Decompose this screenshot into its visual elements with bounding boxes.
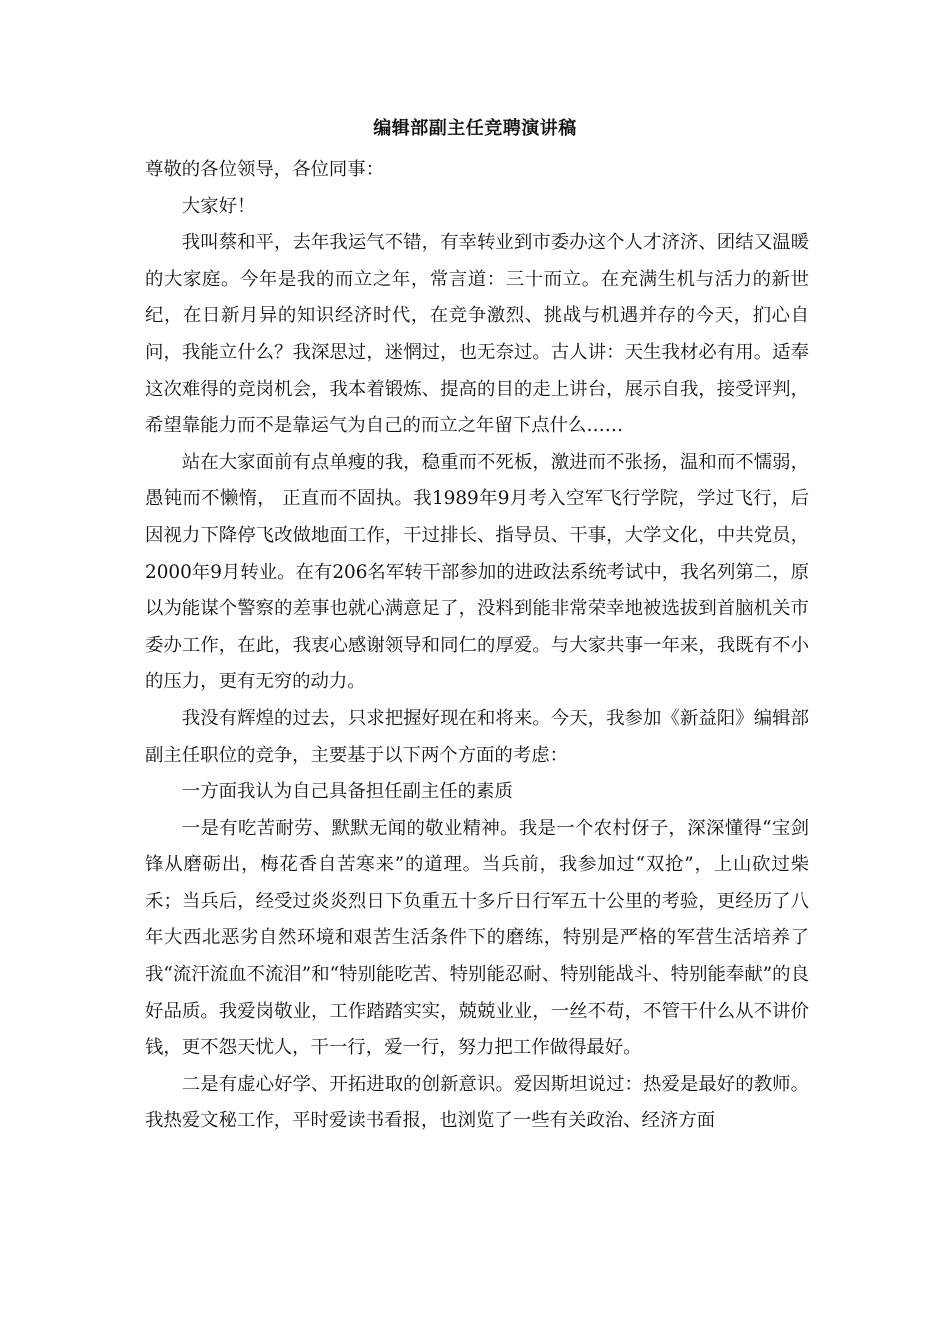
document-title: 编辑部副主任竞聘演讲稿 <box>373 118 577 139</box>
document-body <box>145 152 809 1140</box>
paragraph-section-heading: 一方面我认为自己具备担任副主任的素质 <box>181 781 513 803</box>
paragraph-point-two: 二是有虚心好学、开拓进取的创新意识。爱因斯坦说过：热爱是最好的教师。我热爱文秘工作，平时爱读书看报，也浏览了一些有关政治、经济方面 <box>145 1073 809 1132</box>
salutation: 尊敬的各位领导，各位同事： <box>145 159 385 180</box>
paragraph-introduction: 我叫蔡和平，去年我运气不错，有幸转业到市委办这个人才济济、团结又温暖的大家庭。今年是我的而立之年，常言道：三十而立。在充满生机与活力的新世纪，在日新月异的知识经济时代，在竞争激烈、挑战与机遇并存的今天，扪心自问，我能立什么？我深思过，迷惘过，也无奈过。古人讲：天生我材必有用。适奉这次难得的竞岗机会，我本着锻炼、提高的目的走上讲台，展示自我，接受评判，希望靠能力而不是靠运气为自己的而立之年留下点什么…… <box>145 232 809 437</box>
paragraph-greeting: 大家好！ <box>181 195 256 217</box>
paragraph-motivation: 我没有辉煌的过去，只求把握好现在和将来。今天，我参加《新益阳》编辑部副主任职位的竞争，主要基于以下两个方面的考虑： <box>145 707 809 766</box>
paragraph-point-one: 一是有吃苦耐劳、默默无闻的敬业精神。我是一个农村伢子，深深懂得“宝剑锋从磨砺出，梅花香自苦寒来”的道理。当兵前，我参加过“双抢”，上山砍过柴禾；当兵后，经受过炎炎烈日下负重五十多斤日行军五十公里的考验，更经历了八年大西北恶劣自然环境和艰苦生活条件下的磨练，特别是严格的军营生活培养了我“流汗流血不流泪”和“特别能吃苦、特别能忍耐、特别能战斗、特别能奉献”的良好品质。我爱岗敬业，工作踏踏实实，兢兢业业，一丝不苟，不管干什么从不讲价钱，更不怨天忧人，干一行，爱一行，努力把工作做得最好。 <box>145 817 809 1059</box>
paragraph-background: 站在大家面前有点单瘦的我，稳重而不死板，激进而不张扬，温和而不懦弱， 愚钝而不懒惰， 正直而不固执。我1989年9月考入空军飞行学院，学过飞行，后因视力下降停飞改做地面工作，干过排长、指导员、干事，大学文化，中共党员，2000年9月转业。在有206名军转干部参加的进政法系统考试中，我名列第二，原以为能谋个警察的差事也就心满意足了，没料到能非常荣幸地被选拔到首脑机关市委办工作，在此，我衷心感谢领导和同仁的厚爱。与大家共事一年来，我既有不小的压力，更有无穷的动力。 <box>145 451 809 693</box>
